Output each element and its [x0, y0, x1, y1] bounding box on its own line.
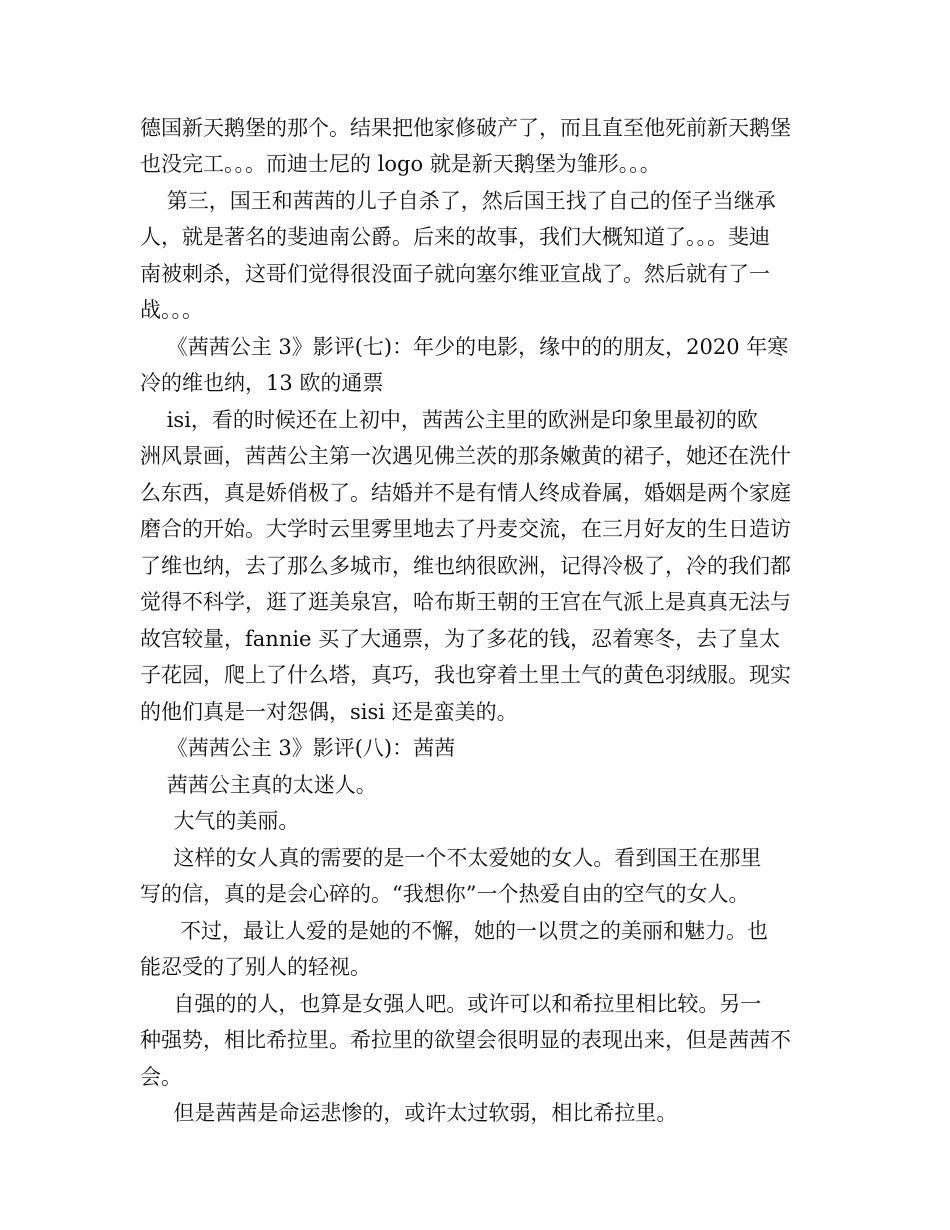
text-line: 德国新天鹅堡的那个。结果把他家修破产了，而且直至他死前新天鹅堡 — [140, 116, 791, 140]
text-line: 子花园，爬上了什么塔，真巧，我也穿着土里土气的黄色羽绒服。现实 — [140, 663, 791, 687]
text-line: 战。。。 — [140, 298, 203, 322]
text-line: 种强势，相比希拉里。希拉里的欲望会很明显的表现出来，但是茜茜不 — [140, 1028, 791, 1052]
text-line: 第三，国王和茜茜的儿子自杀了，然后国王找了自己的侄子当继承 — [140, 189, 776, 213]
section-heading: 《茜茜公主 3》影评(七)：年少的电影，缘中的的朋友，2020 年寒 — [140, 335, 789, 359]
text-line: 写的信，真的是会心碎的。“我想你”一个热爱自由的空气的女人。 — [140, 882, 750, 906]
text-line: 茜茜公主真的太迷人。 — [140, 773, 377, 797]
text-line: 但是茜茜是命运悲惨的，或许太过软弱，相比希拉里。 — [140, 1101, 678, 1125]
text-line: 洲风景画，茜茜公主第一次遇见佛兰茨的那条嫩黄的裙子，她还在洗什 — [140, 444, 791, 468]
text-line: 么东西，真是娇俏极了。结婚并不是有情人终成眷属，婚姻是两个家庭 — [140, 481, 791, 505]
text-line: 了维也纳，去了那么多城市，维也纳很欧洲，记得冷极了，冷的我们都 — [140, 554, 791, 578]
text-line: 自强的的人，也算是女强人吧。或许可以和希拉里相比较。另一 — [140, 992, 762, 1016]
text-line: 不过，最让人爱的是她的不懈，她的一以贯之的美丽和魅力。也 — [140, 919, 769, 943]
text-line: 觉得不科学，逛了逛美泉宫，哈布斯王朝的王宫在气派上是真真无法与 — [140, 590, 791, 614]
text-line: 这样的女人真的需要的是一个不太爱她的女人。看到国王在那里 — [140, 846, 762, 870]
text-line: 也没完工。。。而迪士尼的 logo 就是新天鹅堡为雏形。。。 — [140, 152, 661, 176]
text-line: 会。 — [140, 1065, 182, 1089]
text-line: isi，看的时候还在上初中，茜茜公主里的欧洲是印象里最初的欧 — [140, 408, 758, 432]
text-line: 的他们真是一对怨偶，sisi 还是蛮美的。 — [140, 700, 518, 724]
section-heading: 冷的维也纳，13 欧的通票 — [140, 371, 384, 395]
section-heading: 《茜茜公主 3》影评(八)：茜茜 — [140, 736, 456, 760]
text-line: 人，就是著名的斐迪南公爵。后来的故事，我们大概知道了。。。斐迪 — [140, 225, 770, 249]
text-line: 大气的美丽。 — [140, 809, 300, 833]
text-line: 故宫较量，fannie 买了大通票，为了多花的钱，忍着寒冬，去了皇太 — [140, 627, 781, 651]
text-line: 南被刺杀，这哥们觉得很没面子就向塞尔维亚宣战了。然后就有了一 — [140, 262, 770, 286]
text-line: 磨合的开始。大学时云里雾里地去了丹麦交流，在三月好友的生日造访 — [140, 517, 791, 541]
text-line: 能忍受的了别人的轻视。 — [140, 955, 371, 979]
